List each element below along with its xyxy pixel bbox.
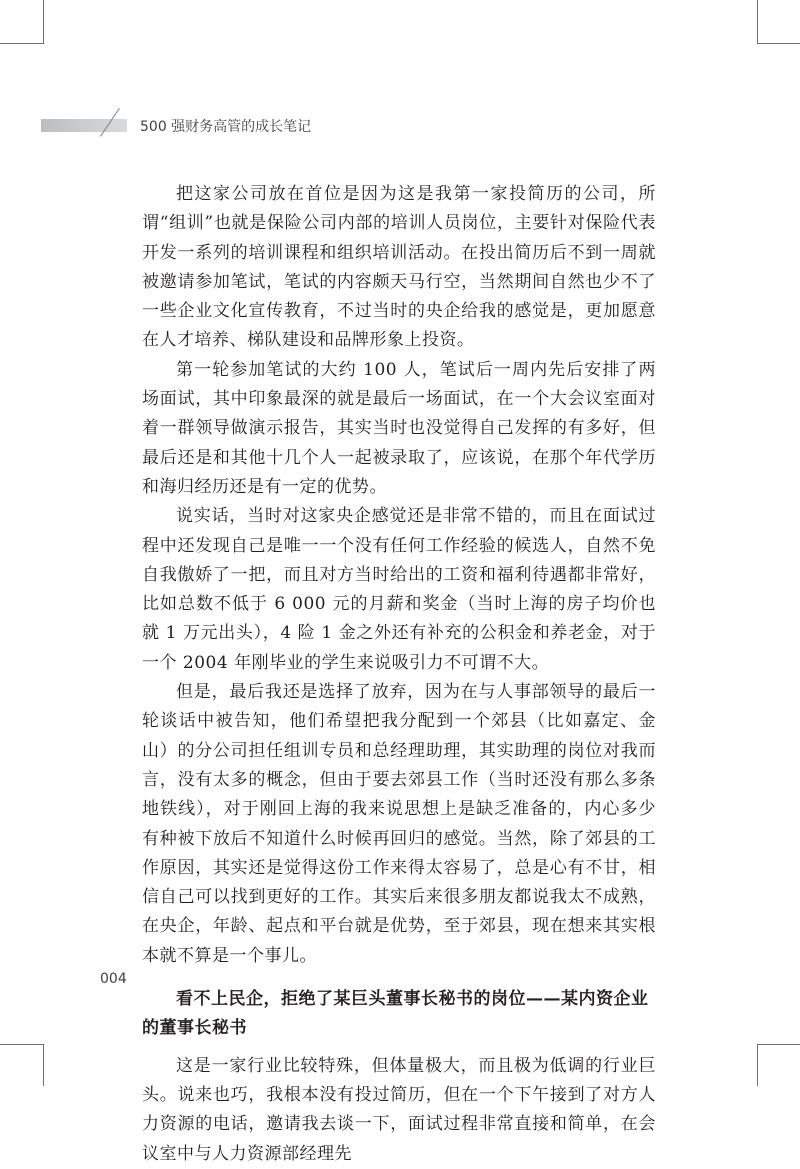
header-decoration-bar: [41, 119, 127, 132]
crop-mark-bottom-left-horizontal: [0, 1044, 44, 1045]
body-text: [142, 180, 656, 1169]
paragraph-3: 说实话，当时对这家央企感觉还是非常不错的，而且在面试过程中还发现自己是唯一一个没有任何工作经验的候选人，自然不免自我傲娇了一把，而且对方当时给出的工资和福利待遇都非常好，比如总数不低于 6 000 元的月薪和奖金（当时上海的房子均价也就 1 万元出头），4 险 1 金之外还有补充的公积金和养老金，对于一个 2004 年刚毕业的学生来说吸引力不可谓不大。: [142, 506, 656, 673]
page-number: 004: [100, 971, 127, 987]
crop-mark-bottom-right-horizontal: [757, 1044, 800, 1045]
paragraph-1: 把这家公司放在首位是因为这是我第一家投简历的公司，所谓“组训”也就是保险公司内部的培训人员岗位，主要针对保险代表开发一系列的培训课程和组织培训活动。在投出简历后不到一周就被邀请参加笔试，笔试的内容颇天马行空，当然期间自然也少不了一些企业文化宣传教育，不过当时的央企给我的感觉是，更加愿意在人才培养、梯队建设和品牌形象上投资。: [142, 184, 656, 351]
section-heading: 看不上民企，拒绝了某巨头董事长秘书的岗位——某内资企业的董事长秘书: [142, 989, 649, 1039]
section-paragraph: 这是一家行业比较特殊，但体量极大，而且极为低调的行业巨头。说来也巧，我根本没有投过简历，但在一个下午接到了对方人力资源的电话，邀请我去谈一下，面试过程非常直接和简单，在会议室中与人力资源部经理先: [142, 1055, 656, 1164]
crop-mark-top-left-vertical: [43, 0, 44, 44]
running-header-title: 500 强财务高管的成长笔记: [140, 119, 312, 135]
crop-mark-bottom-right-vertical: [757, 1044, 758, 1086]
paragraph-2: 第一轮参加笔试的大约 100 人，笔试后一周内先后安排了两场面试，其中印象最深的就是最后一场面试，在一个大会议室面对着一群领导做演示报告，其实当时也没觉得自己发挥的有多好，但最后还是和其他十几个人一起被录取了，应该说，在那个年代学历和海归经历还是有一定的优势。: [142, 359, 656, 497]
crop-mark-top-right-vertical: [757, 0, 758, 44]
crop-mark-top-right-horizontal: [757, 43, 800, 44]
crop-mark-top-left-horizontal: [0, 43, 44, 44]
crop-mark-bottom-left-vertical: [43, 1044, 44, 1086]
paragraph-4: 但是，最后我还是选择了放弃，因为在与人事部领导的最后一轮谈话中被告知，他们希望把我分配到一个郊县（比如嘉定、金山）的分公司担任组训专员和总经理助理，其实助理的岗位对我而言，没有太多的概念，但由于要去郊县工作（当时还没有那么多条地铁线），对于刚回上海的我来说思想上是缺乏准备的，内心多少有种被下放后不知道什么时候再回归的感觉。当然，除了郊县的工作原因，其实还是觉得这份工作来得太容易了，总是心有不甘，相信自己可以找到更好的工作。其实后来很多朋友都说我太不成熟，在央企，年龄、起点和平台就是优势，至于郊县，现在想来其实根本就不算是一个事儿。: [142, 682, 656, 966]
